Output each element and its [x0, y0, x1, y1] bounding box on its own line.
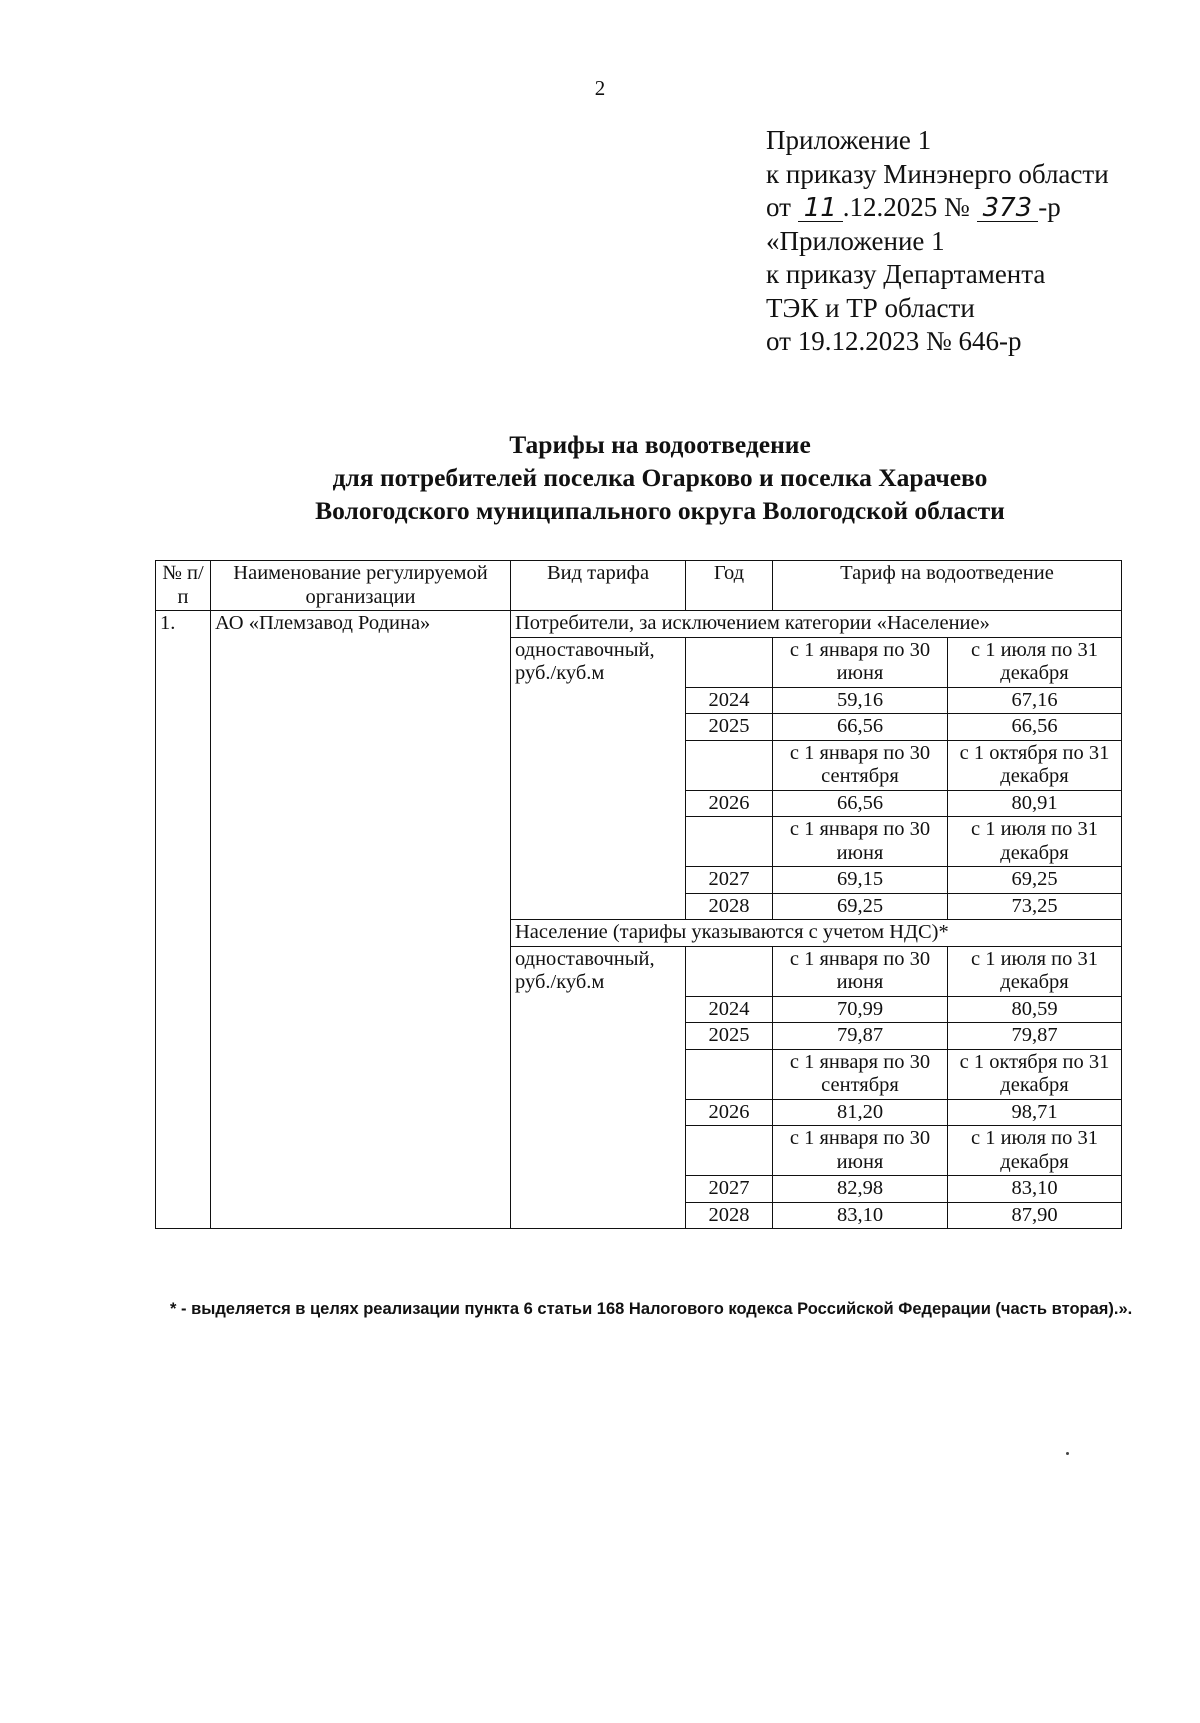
empty-year-cell: [686, 946, 773, 996]
section-row: [156, 611, 1122, 638]
appendix-block: [766, 124, 1109, 359]
table-header-row: [156, 561, 1122, 611]
document-title: [150, 428, 1170, 527]
value-period-1: 83,10: [773, 1202, 948, 1229]
year-cell: 2026: [686, 790, 773, 817]
header-year: Год: [686, 561, 773, 611]
header-type: Вид тарифа: [511, 561, 686, 611]
section-label: Потребители, за исключением категории «Население»: [511, 611, 1122, 638]
date-prefix: от: [766, 192, 791, 222]
tariff-type: одноставочный, руб./куб.м: [511, 946, 686, 1229]
order-suffix: -р: [1038, 192, 1061, 222]
tariff-type: одноставочный, руб./куб.м: [511, 637, 686, 920]
appendix-line-6: ТЭК и ТР области: [766, 292, 975, 323]
period-1-label: с 1 января по 30 июня: [773, 817, 948, 867]
header-tariff: Тариф на водоотведение: [773, 561, 1122, 611]
tariff-table: [155, 560, 1122, 1229]
year-cell: 2028: [686, 893, 773, 920]
header-num: № п/п: [156, 561, 211, 611]
appendix-line-5: к приказу Департамента: [766, 259, 1046, 289]
year-cell: 2025: [686, 714, 773, 741]
empty-year-cell: [686, 740, 773, 790]
value-period-1: 79,87: [773, 1023, 948, 1050]
appendix-line-1: Приложение 1: [766, 125, 932, 155]
scan-speck: [1066, 1452, 1069, 1455]
empty-year-cell: [686, 637, 773, 687]
period-2-label: с 1 июля по 31 декабря: [948, 817, 1122, 867]
period-2-label: с 1 октября по 31 декабря: [948, 740, 1122, 790]
value-period-2: 73,25: [948, 893, 1122, 920]
year-cell: 2028: [686, 1202, 773, 1229]
appendix-line-7: от 19.12.2023 № 646-р: [766, 326, 1022, 356]
organization-name: АО «Племзавод Родина»: [211, 611, 511, 1229]
value-period-1: 82,98: [773, 1176, 948, 1203]
period-1-label: с 1 января по 30 июня: [773, 946, 948, 996]
value-period-2: 67,16: [948, 687, 1122, 714]
year-cell: 2024: [686, 687, 773, 714]
value-period-1: 69,15: [773, 867, 948, 894]
value-period-2: 66,56: [948, 714, 1122, 741]
year-cell: 2024: [686, 996, 773, 1023]
period-1-label: с 1 января по 30 июня: [773, 1126, 948, 1176]
value-period-2: 83,10: [948, 1176, 1122, 1203]
date-rest: .12.2025 №: [842, 192, 970, 222]
value-period-1: 81,20: [773, 1099, 948, 1126]
value-period-2: 79,87: [948, 1023, 1122, 1050]
empty-year-cell: [686, 1049, 773, 1099]
value-period-1: 66,56: [773, 714, 948, 741]
value-period-2: 98,71: [948, 1099, 1122, 1126]
value-period-1: 70,99: [773, 996, 948, 1023]
year-cell: 2027: [686, 1176, 773, 1203]
footnote: * - выделяется в целях реализации пункта 6 статьи 168 Налогового кодекса Российской Федерации (часть вторая).».: [170, 1300, 1133, 1318]
value-period-2: 80,91: [948, 790, 1122, 817]
value-period-1: 69,25: [773, 893, 948, 920]
year-cell: 2026: [686, 1099, 773, 1126]
appendix-line-2: к приказу Минэнерго области: [766, 158, 1109, 189]
row-number: 1.: [156, 611, 211, 1229]
value-period-1: 66,56: [773, 790, 948, 817]
value-period-2: 69,25: [948, 867, 1122, 894]
year-cell: 2027: [686, 867, 773, 894]
title-line-1: Тарифы на водоотведение: [509, 430, 811, 459]
header-org: Наименование регулируемой организации: [211, 561, 511, 611]
section-label: Население (тарифы указываются с учетом НДС)*: [511, 920, 1122, 947]
appendix-line-4: «Приложение 1: [766, 225, 945, 256]
appendix-date-line: [766, 191, 1109, 225]
period-2-label: с 1 июля по 31 декабря: [948, 1126, 1122, 1176]
value-period-2: 80,59: [948, 996, 1122, 1023]
period-1-label: с 1 января по 30 сентября: [773, 1049, 948, 1099]
period-1-label: с 1 января по 30 сентября: [773, 740, 948, 790]
handwritten-order-number: 373: [977, 195, 1039, 222]
period-2-label: с 1 июля по 31 декабря: [948, 637, 1122, 687]
tariff-table-body: [156, 561, 1122, 1229]
title-line-2: для потребителей поселка Огарково и поселка Харачево: [332, 463, 988, 492]
value-period-2: 87,90: [948, 1202, 1122, 1229]
value-period-1: 59,16: [773, 687, 948, 714]
period-1-label: с 1 января по 30 июня: [773, 637, 948, 687]
period-2-label: с 1 октября по 31 декабря: [948, 1049, 1122, 1099]
period-2-label: с 1 июля по 31 декабря: [948, 946, 1122, 996]
page-number: 2: [594, 76, 606, 100]
title-line-3: Вологодского муниципального округа Вологодской области: [315, 496, 1005, 525]
empty-year-cell: [686, 817, 773, 867]
year-cell: 2025: [686, 1023, 773, 1050]
handwritten-day: 11: [798, 195, 843, 222]
empty-year-cell: [686, 1126, 773, 1176]
